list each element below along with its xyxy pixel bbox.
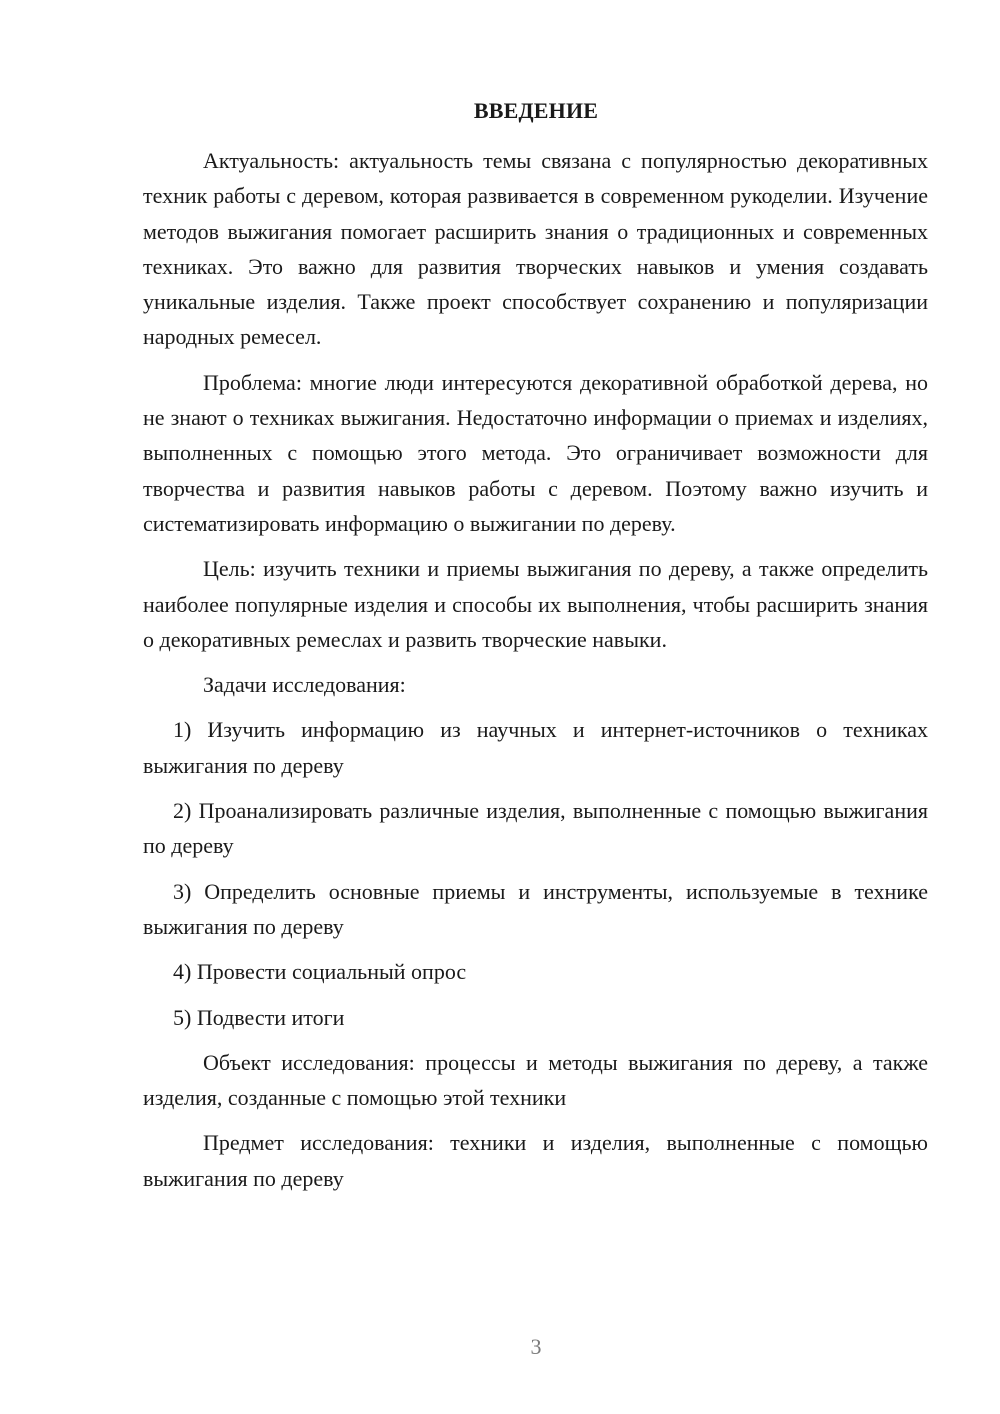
paragraph-problem: Проблема: многие люди интересуются декоративной обработкой дерева, но не знают о техниках выжигания. Недостаточно информации о приемах и изделиях, выполненных с помощью этого метода. Это ограничивает возможности для творчества и развития навыков работы с деревом. Поэтому важно изучить и систематизировать информацию о выжигании по дереву.: [143, 369, 928, 536]
task-item-3: 3) Определить основные приемы и инструменты, используемые в технике выжигания по дереву: [143, 878, 928, 939]
paragraph-relevance: Актуальность: актуальность темы связана с популярностью декоративных техник работы с деревом, которая развивается в современном рукоделии. Изучение методов выжигания помогает расширить знания о традиционных и современных техниках. Это важно для развития творческих навыков и умения создавать уникальные изделия. Также проект способствует сохранению и популяризации народных ремесел.: [143, 148, 928, 350]
task-item-2: 2) Проанализировать различные изделия, выполненные с помощью выжигания по дереву: [143, 798, 928, 859]
body-text: [143, 143, 928, 1206]
paragraph-tasks-heading: Задачи исследования:: [203, 672, 406, 698]
section-heading: ВВЕДЕНИЕ: [473, 98, 599, 123]
task-item-5: 5) Подвести итоги: [173, 1004, 345, 1030]
page-number: 3: [530, 1334, 542, 1359]
paragraph-subject: Предмет исследования: техники и изделия, выполненные с помощью выжигания по дереву: [143, 1130, 928, 1191]
task-item-4: 4) Провести социальный опрос: [173, 959, 467, 985]
task-item-1: 1) Изучить информацию из научных и интернет-источников о техниках выжигания по дереву: [143, 717, 928, 778]
paragraph-goal: Цель: изучить техники и приемы выжигания по дереву, а также определить наиболее популярные изделия и способы их выполнения, чтобы расширить знания о декоративных ремеслах и развить творческие навыки.: [143, 556, 928, 652]
paragraph-object: Объект исследования: процессы и методы выжигания по дереву, а также изделия, созданные с помощью этой техники: [143, 1049, 928, 1111]
